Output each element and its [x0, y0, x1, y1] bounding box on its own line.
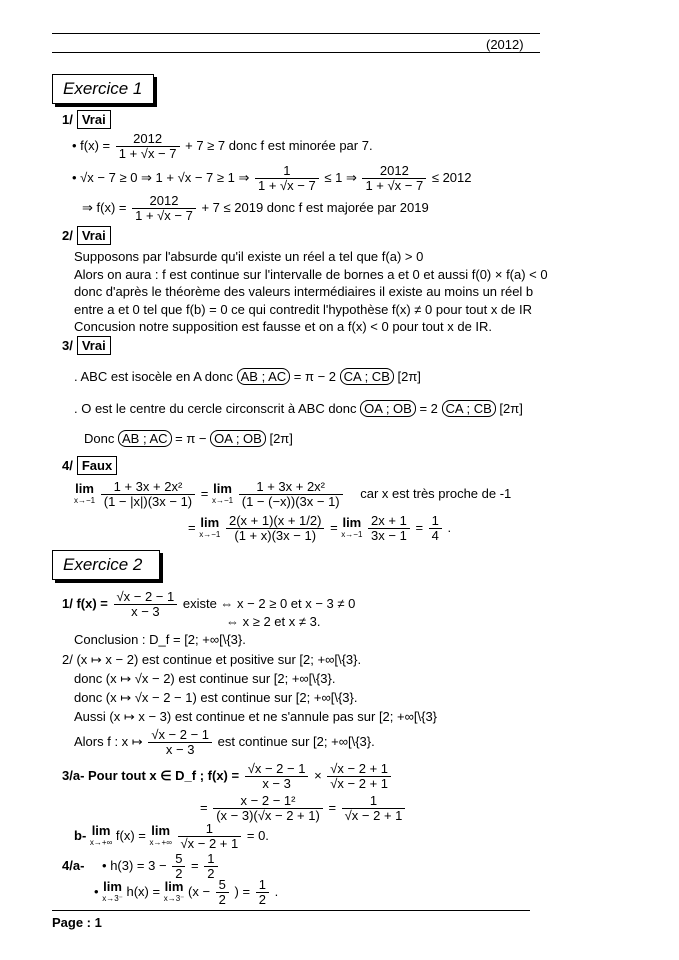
q1-line-1: • f(x) = $\frac{2012}{1 + √x - 7}$ + 7 ≥ 7 donc f est minorée par 7. [72, 131, 373, 161]
q3-line-2: . O est le centre du cercle circonscrit à ABC donc OA ; OB = 2 CA ; CB [2π] [74, 401, 523, 416]
ex2-q2-text: 2/ (x ↦ x − 2) est continue et positive sur [2; +∞[\{3}. donc (x ↦ √x − 2) est continue sur [2; +∞[\{3}. donc (x ↦ √x − 2 − 1) est continue sur [2; +∞[\{3}. Aussi (x ↦ x − 3) est continue et ne s'annule pas sur [2; +∞[\{3} [62, 652, 438, 724]
q2-text: Supposons par l'absurde qu'il existe un réel a tel que f(a) > 0 Alors on aura : f est continue sur l'intervalle de bornes a et 0 et aussi f(0) × f(a) < 0 donc d'après le théorème des valeurs intermédiaires il existe au moins un réel b entre a et 0 tel que f(b) = 0 ce qui contredit l'hypothèse f(x) ≠ 0 pour tout x de IR Concusion notre supposition est fausse et on a f(x) < 0 pour tout x de IR. [74, 249, 548, 334]
ex2-conclusion: Conclusion : D_f = [2; +∞[\{3}. [74, 632, 246, 647]
ex2-q1-line-2: ⇔ x ≥ 2 et x ≠ 3. [226, 614, 321, 629]
q3-line-1: . ABC est isocèle en A donc AB ; AC = π − 2 CA ; CB [2π] [74, 369, 421, 384]
q2-heading: 2/ Vrai [62, 226, 111, 245]
ex2-q4a-line-2: • lim x→3⁻ h(x) = lim x→3⁻ (x − $\frac{5}{2}$ ) = $\frac{1}{2}$ . [94, 877, 279, 907]
q3-heading: 3/ Vrai [62, 336, 111, 355]
exercise-2-title: Exercice 2 [52, 550, 160, 580]
ex2-q3a-line-2: = $\frac{\text{x − 2 − 1²}}{(x - 3)(√x - 2 + 1)}$ = $\frac{1}{√x - 2 + 1}$ [200, 794, 407, 823]
ex2-q4a-line-1: 4/a- • h(3) = 3 − $\frac{5}{2}$ = $\frac{1}{2}$ [62, 852, 220, 881]
ex2-q3b: b- lim x→+∞ f(x) = lim x→+∞ $\frac{1}{√x - 2 + 1}$ = 0. [74, 821, 269, 851]
ex2-q2-last: Alors f : x ↦ $\frac{√x - 2 - 1}{x - 3}$ est continue sur [2; +∞[\{3}. [74, 727, 375, 757]
q1-verdict: Vrai [77, 110, 111, 129]
q4-verdict: Faux [77, 456, 117, 475]
year-label: (2012) [486, 37, 524, 52]
q4-line-1: lim x→−1 $\frac{\text{1 + 3x + 2x²}}{(1 - |x|)(3x - 1)}$ = lim x→−1 $\frac{\text{1 + 3x + 2x²}}{(1 - (-x))(3x - 1)}$ car x est très proche de -1 [74, 479, 512, 509]
ex2-q1-line-1: 1/ f(x) = $\frac{√x - 2 - 1}{x - 3}$ existe ⇔ x − 2 ≥ 0 et x − 3 ≠ 0 [62, 589, 356, 619]
q3-verdict: Vrai [77, 336, 111, 355]
exercise-1-title: Exercice 1 [52, 74, 154, 104]
q1-line-2: • √x − 7 ≥ 0 ⇒ 1 + √x − 7 ≥ 1 ⇒ $\frac{1}{1 + √x - 7}$ ≤ 1 ⇒ $\frac{2012}{1 + √x - 7}$ ≤ 2012 [72, 163, 472, 193]
page-number: Page : 1 [52, 915, 102, 930]
q3-line-3: Donc AB ; AC = π − OA ; OB [2π] [84, 431, 293, 446]
q1-line-3: ⇒ f(x) = $\frac{2012}{1 + √x - 7}$ + 7 ≤ 2019 donc f est majorée par 2019 [82, 193, 429, 223]
q1-heading: 1/ Vrai [62, 110, 111, 129]
ex2-q3a-line-1: 3/a- Pour tout x ∈ D_f ; f(x) = $\frac{√x - 2 - 1}{x - 3}$ × $\frac{√x - 2 + 1}{√x - 2 + 1}$ [62, 762, 393, 791]
q4-line-2: = lim x→−1 $\frac{2(x + 1)(x + 1/2)}{(1 + x)(3x - 1)}$ = lim x→−1 $\frac{2x + 1}{3x - 1}$ = $\frac{1}{4}$ . [188, 513, 452, 543]
q2-verdict: Vrai [77, 226, 111, 245]
q4-heading: 4/ Faux [62, 456, 117, 475]
